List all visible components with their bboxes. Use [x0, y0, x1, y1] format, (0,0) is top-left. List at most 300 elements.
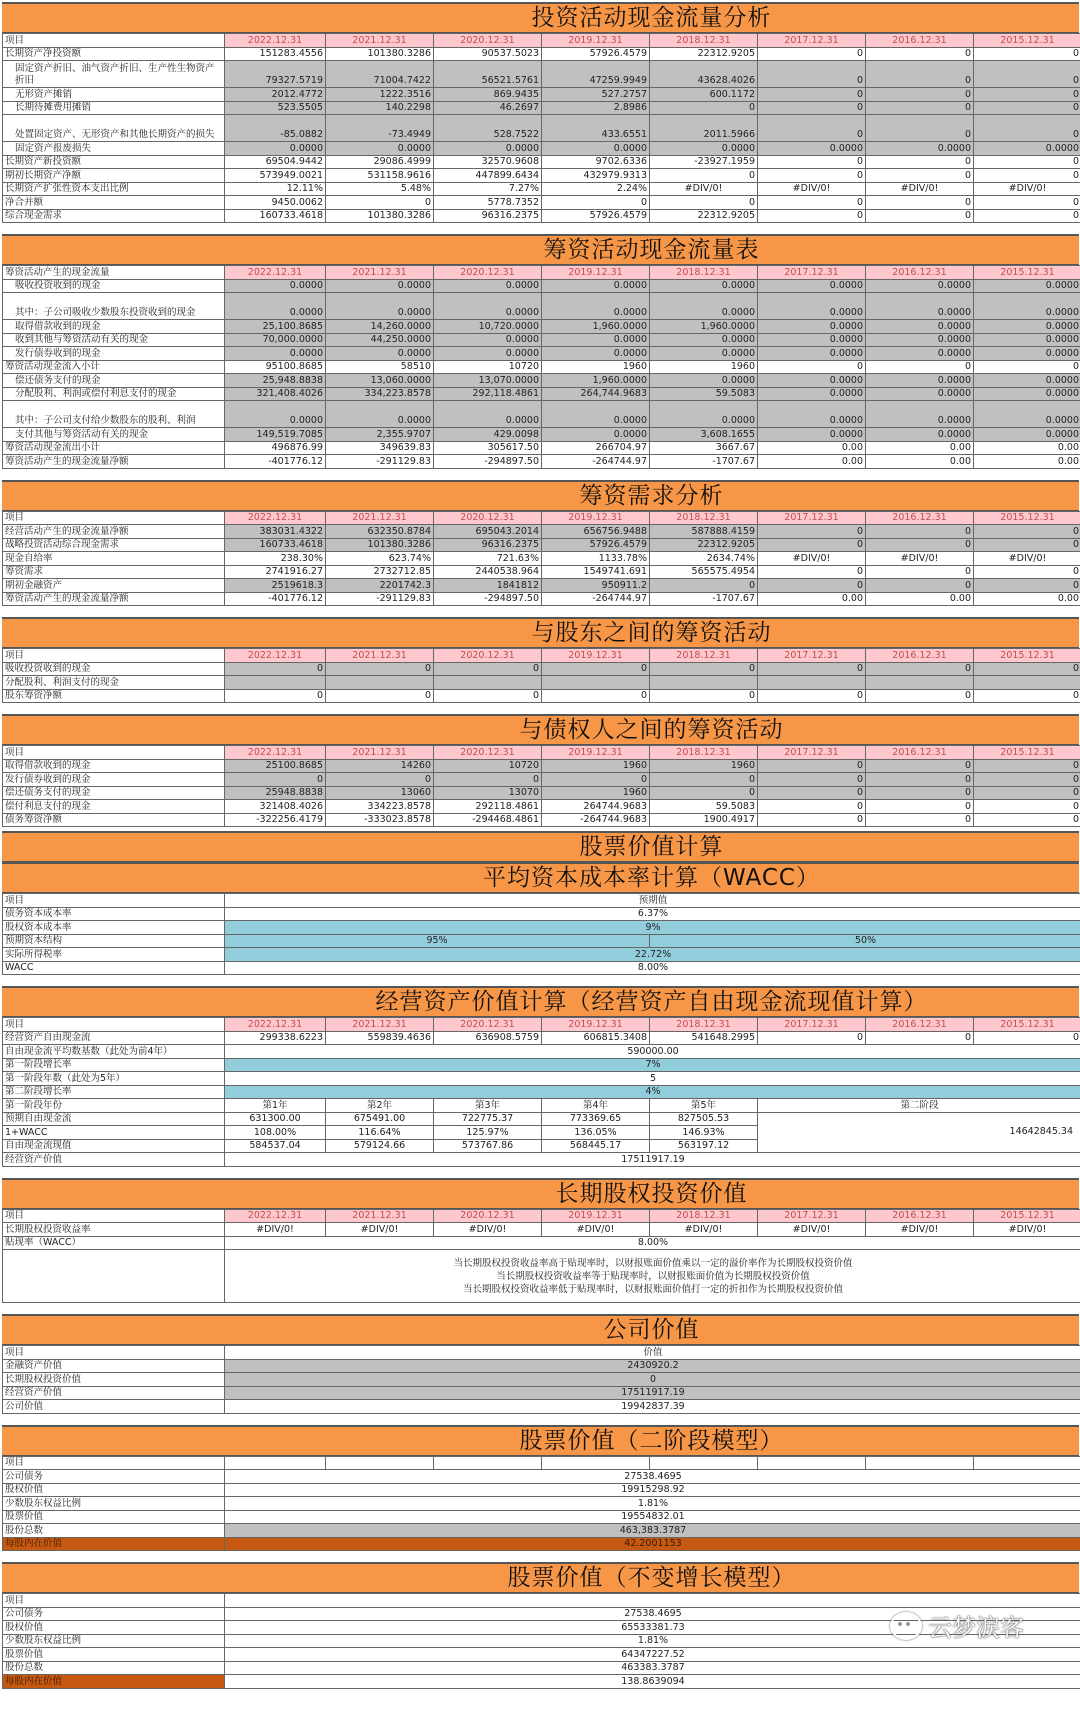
cell[interactable]: 528.7522 [434, 115, 542, 142]
cell[interactable]: 0.0000 [225, 293, 326, 320]
column-header-year[interactable]: 2021.12.31 [326, 511, 434, 525]
cell[interactable] [326, 676, 434, 690]
cell[interactable]: 0.0000 [974, 347, 1080, 361]
cell[interactable]: 0.0000 [650, 401, 758, 428]
cell[interactable]: 0.0000 [866, 320, 974, 334]
merged-cell[interactable]: 17511917.19 [225, 1386, 1080, 1400]
cell[interactable]: 238.30% [225, 552, 326, 566]
cell[interactable]: 0.0000 [974, 374, 1080, 388]
cell[interactable]: 0.0000 [434, 401, 542, 428]
cell[interactable]: 57926.4579 [542, 538, 650, 552]
cell[interactable] [866, 1456, 974, 1470]
cell[interactable]: 0 [650, 786, 758, 800]
merged-cell[interactable]: 19554832.01 [225, 1510, 1080, 1524]
cell[interactable]: 2201742.3 [326, 579, 434, 593]
cell[interactable]: 9450.0062 [225, 196, 326, 210]
cell[interactable]: 43628.4026 [650, 61, 758, 88]
cell[interactable]: 0 [326, 662, 434, 676]
merged-cell[interactable]: 65533381.73 [225, 1621, 1080, 1635]
cell[interactable]: 0 [758, 196, 866, 210]
cell[interactable]: 0.0000 [650, 142, 758, 156]
cell[interactable]: 0.0000 [866, 279, 974, 293]
cell[interactable]: #DIV/0! [225, 1223, 326, 1237]
cell[interactable] [650, 1456, 758, 1470]
cell[interactable]: 0.0000 [542, 279, 650, 293]
cell[interactable]: 0 [650, 196, 758, 210]
cell[interactable]: 1960 [542, 759, 650, 773]
cell[interactable]: 第4年 [542, 1099, 650, 1113]
cell[interactable]: 136.05% [542, 1126, 650, 1140]
cell[interactable]: 1960 [542, 360, 650, 374]
cell[interactable]: 0 [650, 101, 758, 115]
cell[interactable]: 50% [650, 934, 1080, 948]
column-header-year[interactable]: 2022.12.31 [225, 34, 326, 48]
cell[interactable]: 0.0000 [542, 428, 650, 442]
cell[interactable] [758, 1456, 866, 1470]
column-header-year[interactable]: 2020.12.31 [434, 34, 542, 48]
cell[interactable]: 334,223.8578 [326, 387, 434, 401]
cell[interactable]: 95% [225, 934, 650, 948]
cell[interactable]: 0.0000 [866, 347, 974, 361]
merged-cell[interactable]: 7% [225, 1058, 1080, 1072]
merged-cell[interactable]: 590000.00 [225, 1045, 1080, 1059]
cell[interactable]: 58510 [326, 360, 434, 374]
cell[interactable]: 第5年 [650, 1099, 758, 1113]
cell[interactable]: 0.0000 [225, 142, 326, 156]
cell[interactable]: 146.93% [650, 1126, 758, 1140]
merged-cell[interactable]: 22.72% [225, 948, 1080, 962]
cell[interactable]: 579124.66 [326, 1139, 434, 1153]
column-header-year[interactable]: 2016.12.31 [866, 266, 974, 280]
cell[interactable]: 0 [758, 525, 866, 539]
cell[interactable]: 13060 [326, 786, 434, 800]
cell[interactable]: 0 [866, 155, 974, 169]
cell[interactable]: -1707.67 [650, 455, 758, 469]
cell[interactable]: 0 [758, 169, 866, 183]
cell[interactable]: 0 [866, 579, 974, 593]
cell[interactable]: #DIV/0! [974, 182, 1080, 196]
cell[interactable]: 0.0000 [542, 401, 650, 428]
cell[interactable]: 0.00 [758, 455, 866, 469]
cell[interactable]: 722775.37 [434, 1112, 542, 1126]
merged-cell[interactable] [225, 1594, 1080, 1608]
cell[interactable]: 0.0000 [758, 279, 866, 293]
cell[interactable]: -294468.4861 [434, 813, 542, 827]
cell[interactable]: 0 [758, 101, 866, 115]
cell[interactable]: 14642845.34 [758, 1112, 1080, 1153]
cell[interactable]: 773369.65 [542, 1112, 650, 1126]
cell[interactable]: #DIV/0! [542, 1223, 650, 1237]
cell[interactable]: 1133.78% [542, 552, 650, 566]
merged-cell[interactable]: 463383.3787 [225, 1661, 1080, 1675]
column-header-year[interactable]: 2015.12.31 [974, 746, 1080, 760]
column-header-year[interactable]: 2015.12.31 [974, 1209, 1080, 1223]
cell[interactable] [434, 676, 542, 690]
merged-cell[interactable]: 4% [225, 1085, 1080, 1099]
cell[interactable]: 292118.4861 [434, 800, 542, 814]
cell[interactable]: -401776.12 [225, 592, 326, 606]
cell[interactable]: 0.0000 [758, 320, 866, 334]
cell[interactable]: 0.0000 [225, 279, 326, 293]
column-header-year[interactable]: 2022.12.31 [225, 1018, 326, 1032]
cell[interactable]: 0 [866, 169, 974, 183]
cell[interactable]: 0 [866, 47, 974, 61]
cell[interactable]: 0 [974, 759, 1080, 773]
cell[interactable]: 0.0000 [650, 374, 758, 388]
merged-cell[interactable]: 19915298.92 [225, 1483, 1080, 1497]
cell[interactable]: 0.0000 [542, 347, 650, 361]
cell[interactable]: #DIV/0! [866, 552, 974, 566]
cell[interactable]: 0 [866, 662, 974, 676]
cell[interactable]: 321408.4026 [225, 800, 326, 814]
column-header-year[interactable]: 2016.12.31 [866, 1209, 974, 1223]
cell[interactable]: 0 [758, 1031, 866, 1045]
cell[interactable]: 623.74% [326, 552, 434, 566]
cell[interactable]: 0 [974, 579, 1080, 593]
cell[interactable]: 149,519.7085 [225, 428, 326, 442]
cell[interactable]: 12.11% [225, 182, 326, 196]
cell[interactable]: 79327.5719 [225, 61, 326, 88]
cell[interactable]: 0.0000 [974, 428, 1080, 442]
merged-cell[interactable]: 64347227.52 [225, 1648, 1080, 1662]
merged-cell[interactable]: 9% [225, 921, 1080, 935]
cell[interactable]: 0 [758, 47, 866, 61]
cell[interactable]: 0 [866, 689, 974, 703]
cell[interactable]: 0 [974, 88, 1080, 102]
merged-cell[interactable]: 6.37% [225, 907, 1080, 921]
cell[interactable]: 0.0000 [866, 142, 974, 156]
cell[interactable]: 0.0000 [974, 333, 1080, 347]
cell[interactable]: 0 [758, 155, 866, 169]
cell[interactable]: 10720 [434, 360, 542, 374]
column-header-year[interactable]: 2018.12.31 [650, 649, 758, 663]
cell[interactable]: 25,948.8838 [225, 374, 326, 388]
cell[interactable]: 22312.9205 [650, 209, 758, 223]
cell[interactable] [326, 1456, 434, 1470]
cell[interactable]: 531158.9616 [326, 169, 434, 183]
column-header-year[interactable]: 2015.12.31 [974, 34, 1080, 48]
cell[interactable]: 108.00% [225, 1126, 326, 1140]
cell[interactable]: 299338.6223 [225, 1031, 326, 1045]
cell[interactable]: #DIV/0! [326, 1223, 434, 1237]
cell[interactable]: 2741916.27 [225, 565, 326, 579]
cell[interactable]: -264744.97 [542, 455, 650, 469]
cell[interactable]: 95100.8685 [225, 360, 326, 374]
column-header-year[interactable]: 2018.12.31 [650, 1209, 758, 1223]
merged-cell[interactable]: 1.81% [225, 1634, 1080, 1648]
merged-cell[interactable]: 138.8639094 [225, 1675, 1080, 1689]
column-header-year[interactable]: 2020.12.31 [434, 1209, 542, 1223]
cell[interactable]: 0.0000 [326, 293, 434, 320]
cell[interactable]: 59.5083 [650, 800, 758, 814]
merged-cell[interactable]: 价值 [225, 1346, 1080, 1360]
column-header-year[interactable]: 2021.12.31 [326, 1018, 434, 1032]
cell[interactable]: #DIV/0! [758, 182, 866, 196]
column-header-year[interactable]: 2022.12.31 [225, 266, 326, 280]
cell[interactable]: 0 [866, 88, 974, 102]
cell[interactable]: 2.8986 [542, 101, 650, 115]
cell[interactable]: 695043.2014 [434, 525, 542, 539]
column-header-year[interactable]: 2016.12.31 [866, 34, 974, 48]
merged-cell[interactable]: 463,383.3787 [225, 1524, 1080, 1538]
cell[interactable]: 0.0000 [326, 401, 434, 428]
cell[interactable]: 32570.9608 [434, 155, 542, 169]
cell[interactable]: 606815.3408 [542, 1031, 650, 1045]
cell[interactable]: 0 [758, 115, 866, 142]
column-header-year[interactable]: 2020.12.31 [434, 746, 542, 760]
cell[interactable]: 565575.4954 [650, 565, 758, 579]
cell[interactable]: 0.0000 [758, 142, 866, 156]
cell[interactable]: 0.0000 [650, 333, 758, 347]
cell[interactable]: 70,000.0000 [225, 333, 326, 347]
cell[interactable]: 0.0000 [225, 347, 326, 361]
cell[interactable] [866, 676, 974, 690]
cell[interactable]: 0 [326, 689, 434, 703]
column-header-year[interactable]: 2015.12.31 [974, 649, 1080, 663]
cell[interactable]: 0 [866, 1031, 974, 1045]
column-header-year[interactable]: 2022.12.31 [225, 649, 326, 663]
cell[interactable]: 0.0000 [434, 347, 542, 361]
cell[interactable]: 0 [225, 773, 326, 787]
cell[interactable]: 0 [974, 360, 1080, 374]
cell[interactable]: 523.5505 [225, 101, 326, 115]
cell[interactable]: 721.63% [434, 552, 542, 566]
column-header-year[interactable]: 2020.12.31 [434, 649, 542, 663]
column-header-year[interactable]: 2016.12.31 [866, 746, 974, 760]
cell[interactable]: 432979.9313 [542, 169, 650, 183]
cell[interactable] [542, 676, 650, 690]
cell[interactable]: 0 [866, 759, 974, 773]
cell[interactable]: 10,720.0000 [434, 320, 542, 334]
cell[interactable]: 0.0000 [866, 293, 974, 320]
cell[interactable]: 0 [866, 61, 974, 88]
column-header-year[interactable]: 2021.12.31 [326, 746, 434, 760]
cell[interactable]: 0.0000 [974, 387, 1080, 401]
cell[interactable]: 90537.5023 [434, 47, 542, 61]
cell[interactable]: 0 [866, 538, 974, 552]
column-header-year[interactable]: 2021.12.31 [326, 649, 434, 663]
column-header-year[interactable]: 2015.12.31 [974, 266, 1080, 280]
cell[interactable]: 429.0098 [434, 428, 542, 442]
cell[interactable]: 573767.86 [434, 1139, 542, 1153]
cell[interactable]: 0.00 [974, 592, 1080, 606]
cell[interactable]: 0 [974, 1031, 1080, 1045]
cell[interactable]: -291129.83 [326, 592, 434, 606]
cell[interactable]: 22312.9205 [650, 538, 758, 552]
merged-cell[interactable]: 1.81% [225, 1497, 1080, 1511]
cell[interactable]: 140.2298 [326, 101, 434, 115]
cell[interactable]: 第2年 [326, 1099, 434, 1113]
cell[interactable]: 0 [974, 61, 1080, 88]
cell[interactable] [758, 676, 866, 690]
cell[interactable]: 0.0000 [225, 401, 326, 428]
cell[interactable]: 0 [974, 786, 1080, 800]
cell[interactable]: #DIV/0! [866, 182, 974, 196]
cell[interactable]: 0.0000 [326, 142, 434, 156]
cell[interactable]: 125.97% [434, 1126, 542, 1140]
column-header-year[interactable]: 2017.12.31 [758, 1018, 866, 1032]
merged-cell[interactable]: 2430920.2 [225, 1359, 1080, 1373]
cell[interactable]: 29086.4999 [326, 155, 434, 169]
column-header-year[interactable]: 2017.12.31 [758, 511, 866, 525]
cell[interactable]: 0 [758, 360, 866, 374]
cell[interactable]: 0 [650, 773, 758, 787]
cell[interactable]: 0 [434, 662, 542, 676]
cell[interactable]: 0.0000 [758, 347, 866, 361]
cell[interactable]: 0 [326, 773, 434, 787]
cell[interactable]: 264744.9683 [542, 800, 650, 814]
column-header-year[interactable]: 2018.12.31 [650, 511, 758, 525]
cell[interactable]: 25,100.8685 [225, 320, 326, 334]
cell[interactable]: -294897.50 [434, 455, 542, 469]
cell[interactable]: -23927.1959 [650, 155, 758, 169]
cell[interactable]: 7.27% [434, 182, 542, 196]
cell[interactable]: 0 [758, 800, 866, 814]
cell[interactable]: 0 [758, 662, 866, 676]
cell[interactable]: 0.0000 [758, 387, 866, 401]
cell[interactable]: 0.00 [758, 592, 866, 606]
cell[interactable]: 2012.4772 [225, 88, 326, 102]
cell[interactable]: 0 [225, 662, 326, 676]
cell[interactable]: 0 [650, 579, 758, 593]
column-header-year[interactable]: 2019.12.31 [542, 511, 650, 525]
column-header-year[interactable]: 2022.12.31 [225, 511, 326, 525]
cell[interactable]: 第3年 [434, 1099, 542, 1113]
cell[interactable]: 656756.9488 [542, 525, 650, 539]
column-header-year[interactable]: 2019.12.31 [542, 266, 650, 280]
column-header-year[interactable]: 2018.12.31 [650, 266, 758, 280]
cell[interactable]: 0 [758, 773, 866, 787]
cell[interactable]: 0 [758, 565, 866, 579]
cell[interactable]: 0.0000 [866, 428, 974, 442]
cell[interactable]: 334223.8578 [326, 800, 434, 814]
cell[interactable]: 0 [225, 689, 326, 703]
cell[interactable]: 96316.2375 [434, 209, 542, 223]
cell[interactable]: 1960 [650, 360, 758, 374]
cell[interactable]: 950911.2 [542, 579, 650, 593]
cell[interactable]: 57926.4579 [542, 47, 650, 61]
cell[interactable]: #DIV/0! [974, 552, 1080, 566]
cell[interactable]: -73.4949 [326, 115, 434, 142]
cell[interactable]: 0.0000 [542, 333, 650, 347]
column-header-year[interactable]: 2018.12.31 [650, 34, 758, 48]
cell[interactable]: -291129.83 [326, 455, 434, 469]
cell[interactable]: 383031.4322 [225, 525, 326, 539]
cell[interactable]: 0 [974, 538, 1080, 552]
cell[interactable]: 675491.00 [326, 1112, 434, 1126]
column-header-year[interactable]: 2015.12.31 [974, 511, 1080, 525]
cell[interactable]: 47259.9949 [542, 61, 650, 88]
cell[interactable]: 1,960.0000 [542, 374, 650, 388]
cell[interactable]: 0 [542, 773, 650, 787]
cell[interactable]: 0.00 [974, 441, 1080, 455]
cell[interactable]: -1707.67 [650, 592, 758, 606]
cell[interactable]: 0 [866, 115, 974, 142]
merged-cell[interactable]: 19942837.39 [225, 1400, 1080, 1414]
cell[interactable]: 0 [974, 662, 1080, 676]
column-header-year[interactable]: 2019.12.31 [542, 649, 650, 663]
column-header-year[interactable]: 2016.12.31 [866, 1018, 974, 1032]
cell[interactable]: 0.00 [866, 455, 974, 469]
cell[interactable]: 22312.9205 [650, 47, 758, 61]
cell[interactable]: 59.5083 [650, 387, 758, 401]
cell[interactable] [434, 1456, 542, 1470]
cell[interactable] [225, 676, 326, 690]
cell[interactable]: 0.0000 [974, 142, 1080, 156]
column-header-year[interactable]: 2018.12.31 [650, 1018, 758, 1032]
cell[interactable]: 827505.53 [650, 1112, 758, 1126]
cell[interactable]: -322256.4179 [225, 813, 326, 827]
cell[interactable] [225, 1456, 326, 1470]
cell[interactable]: 0.0000 [758, 374, 866, 388]
cell[interactable]: 0 [542, 662, 650, 676]
cell[interactable]: 0 [866, 209, 974, 223]
cell[interactable]: 1,960.0000 [542, 320, 650, 334]
cell[interactable] [650, 676, 758, 690]
cell[interactable]: 13070 [434, 786, 542, 800]
cell[interactable]: 0 [758, 786, 866, 800]
cell[interactable]: #DIV/0! [434, 1223, 542, 1237]
cell[interactable]: 0.0000 [974, 401, 1080, 428]
cell[interactable]: 46.2697 [434, 101, 542, 115]
column-header-year[interactable]: 2020.12.31 [434, 266, 542, 280]
cell[interactable]: 0.0000 [866, 333, 974, 347]
merged-cell[interactable]: 27538.4695 [225, 1607, 1080, 1621]
cell[interactable]: 0.0000 [758, 333, 866, 347]
column-header-year[interactable]: 2020.12.31 [434, 511, 542, 525]
cell[interactable]: 0 [866, 525, 974, 539]
cell[interactable]: 0 [866, 101, 974, 115]
cell[interactable]: 5778.7352 [434, 196, 542, 210]
column-header-year[interactable]: 2017.12.31 [758, 34, 866, 48]
cell[interactable]: 2519618.3 [225, 579, 326, 593]
cell[interactable]: 0 [974, 813, 1080, 827]
cell[interactable]: 0.0000 [650, 279, 758, 293]
cell[interactable]: 25948.8838 [225, 786, 326, 800]
merged-cell[interactable]: 0 [225, 1373, 1080, 1387]
cell[interactable]: 563197.12 [650, 1139, 758, 1153]
cell[interactable]: #DIV/0! [974, 1223, 1080, 1237]
merged-cell[interactable]: 42.2001153 [225, 1537, 1080, 1551]
cell[interactable]: 0.00 [974, 455, 1080, 469]
cell[interactable]: 0 [650, 689, 758, 703]
cell[interactable]: 0.0000 [650, 293, 758, 320]
column-header-year[interactable]: 2017.12.31 [758, 649, 866, 663]
cell[interactable]: 第二阶段 [758, 1099, 1080, 1113]
cell[interactable]: 631300.00 [225, 1112, 326, 1126]
cell[interactable]: 57926.4579 [542, 209, 650, 223]
cell[interactable]: 25100.8685 [225, 759, 326, 773]
cell[interactable]: 0.0000 [434, 279, 542, 293]
merged-cell[interactable]: 5 [225, 1072, 1080, 1086]
cell[interactable]: 1900.4917 [650, 813, 758, 827]
cell[interactable]: 0.0000 [974, 293, 1080, 320]
cell[interactable]: 636908.5759 [434, 1031, 542, 1045]
cell[interactable]: 0 [974, 689, 1080, 703]
cell[interactable]: 321,408.4026 [225, 387, 326, 401]
cell[interactable]: 2634.74% [650, 552, 758, 566]
cell[interactable]: #DIV/0! [650, 182, 758, 196]
cell[interactable]: 0 [758, 579, 866, 593]
cell[interactable]: 160733.4618 [225, 538, 326, 552]
cell[interactable]: 0 [542, 196, 650, 210]
cell[interactable]: 101380.3286 [326, 47, 434, 61]
cell[interactable]: 0.0000 [974, 320, 1080, 334]
cell[interactable]: 116.64% [326, 1126, 434, 1140]
cell[interactable]: 14260 [326, 759, 434, 773]
cell[interactable]: 559839.4636 [326, 1031, 434, 1045]
cell[interactable]: 0 [758, 538, 866, 552]
